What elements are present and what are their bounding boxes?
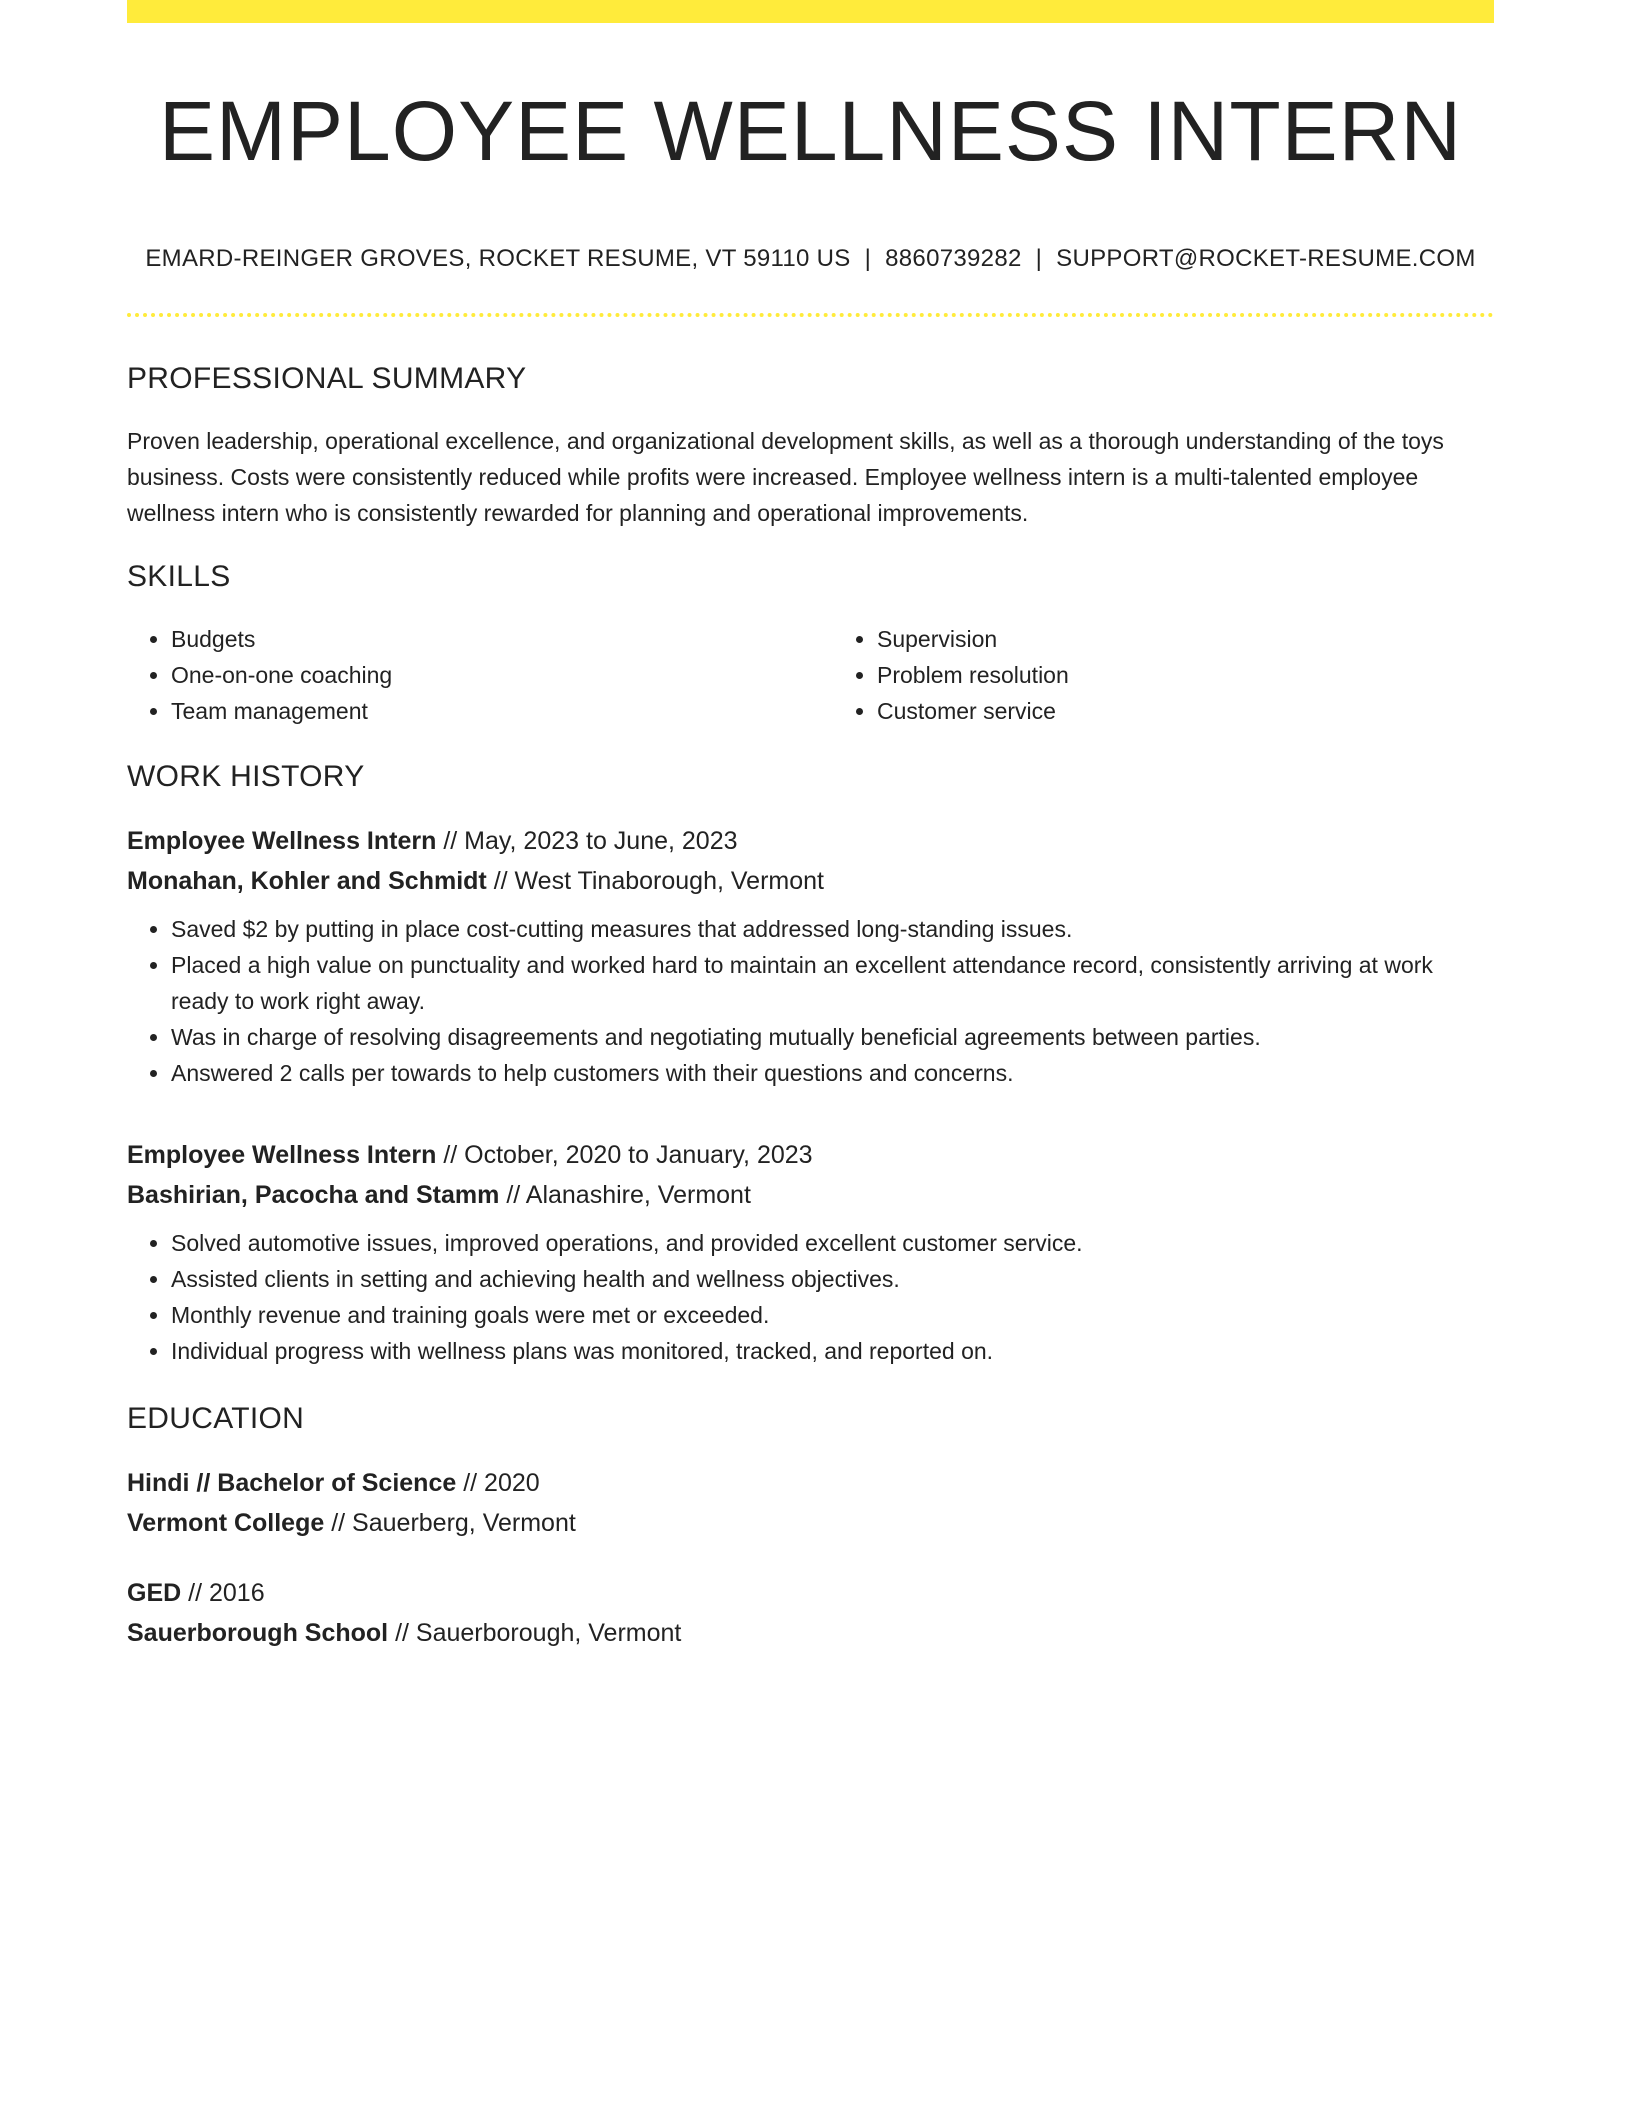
education-entry — [127, 1573, 1494, 1653]
job-bullet: • Assisted clients in setting and achieving health and wellness objectives. — [171, 1261, 1494, 1297]
summary-text: Proven leadership, operational excellence, and organizational development skills, as well as a thorough understanding of the toys business. Costs were consistently reduced while profits were increased. Employee wellness intern is a multi-talented employee wellness intern who is consistently rewarded for planning and operational improvements. — [127, 428, 1444, 527]
job-entry — [127, 821, 1494, 1091]
job-bullet: • Placed a high value on punctuality and worked hard to maintain an excellent attendance record, consistently arriving at work ready to work right away. — [171, 947, 1494, 1019]
skills-list — [127, 621, 1494, 729]
job-bullet: • Solved automotive issues, improved operations, and provided excellent customer service. — [171, 1225, 1494, 1261]
skill-item: • Team management — [171, 693, 788, 729]
job-company-line — [127, 1175, 1494, 1215]
job-company: Bashirian, Pacocha and Stamm — [127, 1181, 500, 1210]
top-accent-bar — [127, 0, 1494, 23]
job-location: // West Tinaborough, Vermont — [493, 867, 824, 896]
skills-heading: SKILLS — [127, 560, 231, 594]
contact-email: SUPPORT@ROCKET-RESUME.COM — [1056, 245, 1476, 273]
education-school: Vermont College — [127, 1509, 325, 1538]
job-bullet: • Answered 2 calls per towards to help customers with their questions and concerns. — [171, 1055, 1494, 1091]
education-entry — [127, 1463, 1494, 1543]
education-year: // 2016 — [188, 1579, 265, 1608]
job-bullets — [127, 911, 1494, 1091]
job-entry — [127, 1135, 1494, 1369]
page-title: EMPLOYEE WELLNESS INTERN — [159, 84, 1462, 178]
job-title-line — [127, 821, 1494, 861]
skill-item: • One-on-one coaching — [171, 657, 788, 693]
job-location: // Alanashire, Vermont — [506, 1181, 751, 1210]
job-bullets — [127, 1225, 1494, 1369]
resume-page — [127, 0, 1494, 1653]
contact-phone: 8860739282 — [885, 245, 1022, 273]
education-heading: EDUCATION — [127, 1402, 305, 1436]
dotted-divider — [127, 313, 1494, 317]
job-title: Employee Wellness Intern — [127, 1141, 437, 1170]
job-bullet: • Saved $2 by putting in place cost-cutting measures that addressed long-standing issues. — [171, 911, 1494, 947]
education-degree: GED — [127, 1579, 182, 1608]
education-school-line — [127, 1503, 1494, 1543]
education-year: // 2020 — [463, 1469, 540, 1498]
education-location: // Sauerberg, Vermont — [331, 1509, 576, 1538]
job-bullet: • Was in charge of resolving disagreements and negotiating mutually beneficial agreements between parties. — [171, 1019, 1494, 1055]
education-degree: Hindi // Bachelor of Science — [127, 1469, 457, 1498]
job-title: Employee Wellness Intern — [127, 827, 437, 856]
skill-item: • Problem resolution — [877, 657, 1494, 693]
skill-item: • Supervision — [877, 621, 1494, 657]
education-degree-line — [127, 1463, 1494, 1503]
job-dates: // October, 2020 to January, 2023 — [443, 1141, 813, 1170]
contact-line — [127, 245, 1494, 274]
education-degree-line — [127, 1573, 1494, 1613]
education-location: // Sauerborough, Vermont — [395, 1619, 682, 1648]
job-title-line — [127, 1135, 1494, 1175]
skill-item: • Customer service — [877, 693, 1494, 729]
contact-separator: | — [864, 245, 872, 273]
education-school: Sauerborough School — [127, 1619, 389, 1648]
contact-separator: | — [1035, 245, 1043, 273]
job-bullet: • Individual progress with wellness plans was monitored, tracked, and reported on. — [171, 1333, 1494, 1369]
job-company-line — [127, 861, 1494, 901]
skills-column-right — [833, 621, 1494, 729]
education-school-line — [127, 1613, 1494, 1653]
skills-column-left — [127, 621, 788, 729]
contact-address: EMARD-REINGER GROVES, ROCKET RESUME, VT 59110 US — [145, 245, 851, 273]
job-bullet: • Monthly revenue and training goals were met or exceeded. — [171, 1297, 1494, 1333]
work-history-heading: WORK HISTORY — [127, 760, 365, 794]
skill-item: • Budgets — [171, 621, 788, 657]
summary-heading: PROFESSIONAL SUMMARY — [127, 362, 527, 396]
job-company: Monahan, Kohler and Schmidt — [127, 867, 487, 896]
job-dates: // May, 2023 to June, 2023 — [443, 827, 738, 856]
